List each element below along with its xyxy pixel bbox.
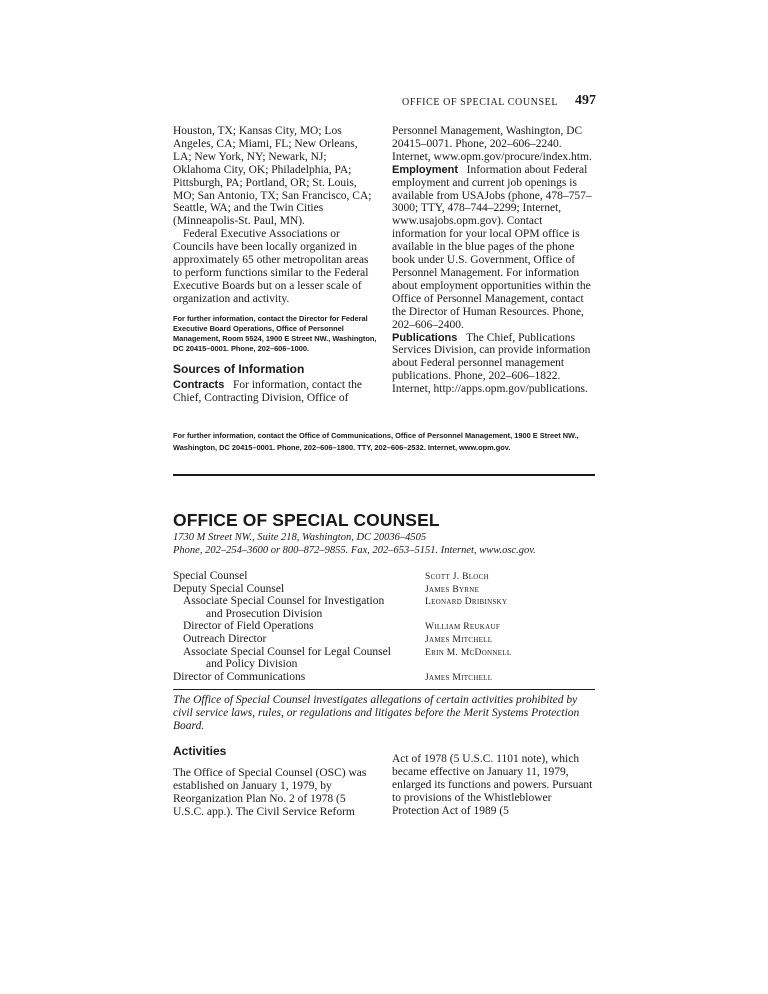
staff-title: Special Counsel	[173, 570, 248, 582]
mission-statement: The Office of Special Counsel investigates allegations of certain activities prohibited by civil service laws, rules, or regulations and litigates before the Merit Systems Protection Board.	[173, 694, 580, 732]
contracts-label: Contracts	[173, 378, 225, 391]
contracts-text: For information, contact the Chief, Contracting Division, Office of	[173, 378, 362, 404]
right-column	[392, 125, 595, 396]
staff-row	[173, 671, 595, 684]
procurement-paragraph: Personnel Management, Washington, DC 20415–0071. Phone, 202–606–2240. Internet, www.opm.gov/procure/index.htm.	[392, 125, 592, 163]
agency-contact-line: Phone, 202–254–3600 or 800–872–9855. Fax, 202–653–5151. Internet, www.osc.gov.	[173, 545, 536, 556]
activities-heading: Activities	[173, 744, 227, 758]
running-head	[380, 93, 596, 112]
employment-label: Employment	[392, 163, 459, 176]
contracts-paragraph	[173, 379, 377, 405]
staff-row	[173, 620, 595, 633]
agency-address: 1730 M Street NW., Suite 218, Washington, DC 20036–4505	[173, 532, 427, 543]
staff-title: Associate Special Counsel for Investigation	[183, 595, 385, 608]
staff-title: Associate Special Counsel for Legal Counsel	[183, 645, 391, 658]
activities-left-text: The Office of Special Counsel (OSC) was established on January 1, 1979, by Reorganization Plan No. 2 of 1978 (5 U.S.C. app.). The Civil Service Reform	[173, 767, 367, 818]
publications-label: Publications	[392, 331, 458, 344]
staff-title: Director of Field Operations	[183, 620, 314, 633]
staff-row	[173, 570, 595, 583]
staff-row	[173, 633, 595, 646]
staff-title: Deputy Special Counsel	[173, 582, 285, 595]
publications-paragraph	[392, 332, 595, 397]
staff-row	[173, 583, 595, 596]
staff-name: Scott J. Bloch	[425, 572, 489, 582]
section-divider	[173, 474, 595, 476]
staff-title-block	[183, 646, 418, 671]
employment-paragraph	[392, 164, 595, 332]
staff-name: William Reukauf	[425, 622, 501, 633]
staff-name: James Mitchell	[425, 634, 493, 645]
staff-name: Erin M. McDonnell	[425, 647, 512, 658]
employment-text: Information about Federal employment and current job openings is available from USAJobs (phone, 478–757–3000; TTY, 478–744–2299; Internet, www.usajobs.opm.gov). Contact information for your local OPM office is available in the blue pages of the phone book under U.S. Government, Office of Personnel Management. For information about employment opportunities within the Office of Personnel Management, contact the Director of Human Resources. Phone, 202–606–2400.	[392, 163, 592, 331]
sources-heading: Sources of Information	[173, 361, 305, 376]
staff-name: James Mitchell	[425, 672, 493, 683]
opm-footnote: For further information, contact the Office of Communications, Office of Personnel Management, 1900 E Street NW., Washington, DC 20415–0001. Phone, 202–606–1800. TTY, 202–606–2532. Internet, www.opm.gov.	[173, 431, 579, 452]
agency-title: OFFICE OF SPECIAL COUNSEL	[173, 510, 440, 530]
associations-paragraph: Federal Executive Associations or Councils have been locally organized in approximately 65 other metropolitan areas to perform functions similar to the Federal Executive Boards but on a lesser scale of organization and activity.	[173, 228, 369, 305]
mission-divider	[173, 689, 595, 690]
staff-name: Leonard Dribinsky	[425, 597, 508, 608]
page-number: 497	[575, 93, 596, 108]
staff-title-continuation: and Policy Division	[206, 658, 298, 671]
activities-right-text: Act of 1978 (5 U.S.C. 1101 note), which became effective on January 11, 1979, enlarged its functions and powers. Pursuant to provisions of the Whistleblower Protection Act of 1989 (5	[392, 753, 593, 817]
staff-title: Director of Communications	[173, 670, 306, 683]
publications-text: The Chief, Publications Services Division, can provide information about Federal personnel management publications. Phone, 202–606–1822. Internet, http://apps.opm.gov/publications.	[392, 331, 591, 396]
staff-name: James Byrne	[425, 584, 480, 595]
left-column	[173, 125, 377, 404]
staff-row	[173, 646, 595, 671]
cities-paragraph: Houston, TX; Kansas City, MO; Los Angeles, CA; Miami, FL; New Orleans, LA; New York, NY; Newark, NJ; Oklahoma City, OK; Philadelphia, PA; Pittsburgh, PA; Portland, OR; St. Louis, MO; San Antonio, TX; San Francisco, CA; Seattle, WA; and the Twin Cities (Minneapolis-St. Paul, MN).	[173, 125, 372, 228]
staff-directory	[173, 570, 595, 683]
staff-row	[173, 595, 595, 620]
staff-title-continuation: and Prosecution Division	[206, 607, 323, 620]
running-head-title: OFFICE OF SPECIAL COUNSEL	[402, 97, 559, 108]
contact-note: For further information, contact the Director for Federal Executive Board Operations, Office of Personnel Management, Room 5524, 1900 E Street NW., Washington, DC 20415–0001. Phone, 202–606–1000.	[173, 313, 377, 353]
staff-title-block	[183, 595, 418, 620]
staff-title: Outreach Director	[183, 632, 267, 645]
